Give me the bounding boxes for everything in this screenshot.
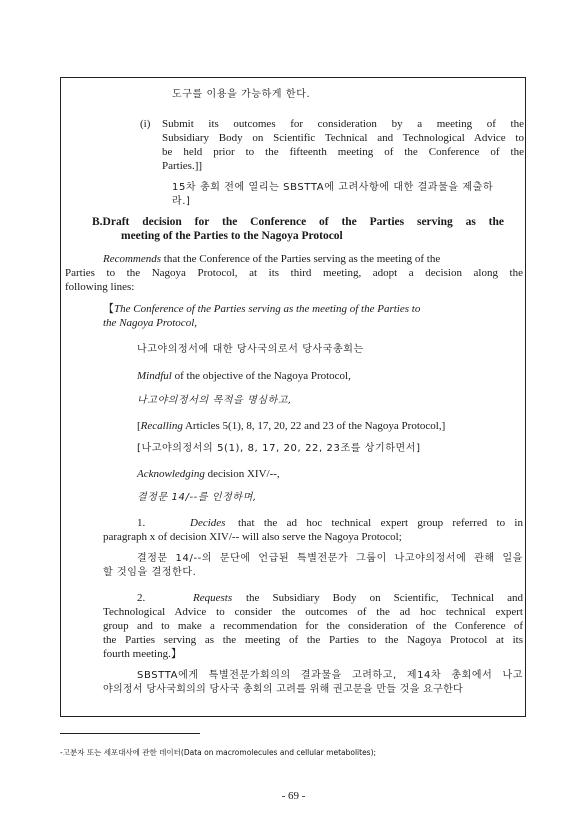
bracket: 【 (103, 303, 114, 315)
emphasis: Recommends (103, 253, 162, 265)
body-text: Articles 5(1), 8, 17, 20, 22 and 23 of the Nagoya Protocol,] (182, 420, 446, 432)
body-text: The Conference of the Parties serving as the meeting of the Parties to (114, 303, 421, 315)
body-text: decision XIV/--, (204, 468, 280, 480)
emphasis: Acknowledging (137, 468, 205, 480)
bracket: [ (137, 420, 141, 432)
body-line (103, 252, 523, 266)
korean-line: 도구를 이용을 가능하게 한다. (172, 89, 311, 100)
body-line: fourth meeting.】 (103, 648, 182, 660)
footnote: -고분자 또는 세포대사에 관한 데이터(Data on macromolecules and cellular metabolites); (60, 747, 377, 757)
korean-line: [나고야의정서의 5(1), 8, 17, 20, 22, 23조를 상기하면서] (137, 443, 421, 454)
emphasis: Mindful (137, 370, 172, 382)
body-line: group and to make a recommendation for the consideration of the Conference of (103, 620, 523, 632)
body-line: the Parties serving as the meeting of the Parties to the Nagoya Protocol at its (103, 634, 523, 646)
body-line: Subsidiary Body on Scientific Technical and Technological Advice to (162, 132, 524, 144)
korean-line: 할 것임을 결정한다. (103, 567, 197, 578)
korean-line: 라.] (172, 196, 191, 207)
korean-line: 결정문 14/--를 인정하며, (137, 492, 257, 503)
footnote-rule (60, 733, 200, 734)
korean-line: 15차 총회 전에 열리는 SBSTTA에 고려사항에 대한 결과물을 제출하 (172, 182, 494, 193)
paragraph-number: 2. (137, 592, 146, 604)
body-line: the Subsidiary Body on Scientific, Technical and (246, 592, 523, 604)
korean-line: 나고야의정서의 목적을 명심하고, (137, 395, 292, 406)
page-number: - 69 - (281, 790, 306, 802)
section-heading: B.Draft decision for the Conference of the Parties serving as the (92, 216, 504, 228)
body-line: Parties to the Nagoya Protocol, at its third meeting, adopt a decision along the (65, 267, 523, 279)
body-line: Parties.]] (162, 160, 203, 172)
body-line: Submit its outcomes for consideration by a meeting of the (162, 118, 524, 130)
body-line: following lines: (65, 281, 135, 293)
emphasis: Recalling (140, 420, 183, 432)
korean-line: 결정문 14/--의 문단에 언급된 특별전문가 그룹이 나고야의정서에 관해 일을 (137, 553, 523, 564)
body-line (137, 419, 445, 433)
list-marker-i: (i) (140, 118, 151, 130)
body-line (137, 369, 351, 383)
section-heading: meeting of the Parties to the Nagoya Protocol (121, 230, 343, 242)
korean-line: 야의정서 당사국회의의 당사국 총회의 고려를 위해 권고문을 만들 것을 요구한다 (103, 684, 463, 695)
emphasis: Requests (193, 592, 233, 604)
korean-line: 나고야의정서에 대한 당사국의로서 당사국총회는 (137, 344, 364, 355)
body-line: Technological Advice to consider the outcomes of the ad hoc technical expert (103, 606, 523, 618)
korean-line: SBSTTA에게 특별전문가회의의 결과물을 고려하고, 제14차 총회에서 나고 (137, 670, 523, 681)
body-text: of the objective of the Nagoya Protocol, (171, 370, 351, 382)
body-line (103, 302, 524, 316)
emphasis: Decides (190, 517, 226, 529)
body-text: that the Conference of the Parties serving as the meeting of the (161, 253, 441, 265)
body-line (137, 467, 280, 481)
body-line: the Nagoya Protocol, (103, 317, 197, 329)
paragraph-number: 1. (137, 517, 146, 529)
body-line: be held prior to the fifteenth meeting of the Conference of the (162, 146, 524, 158)
body-line: that the ad hoc technical expert group referred to in (238, 517, 523, 529)
body-line: paragraph x of decision XIV/-- will also serve the Nagoya Protocol; (103, 531, 402, 543)
